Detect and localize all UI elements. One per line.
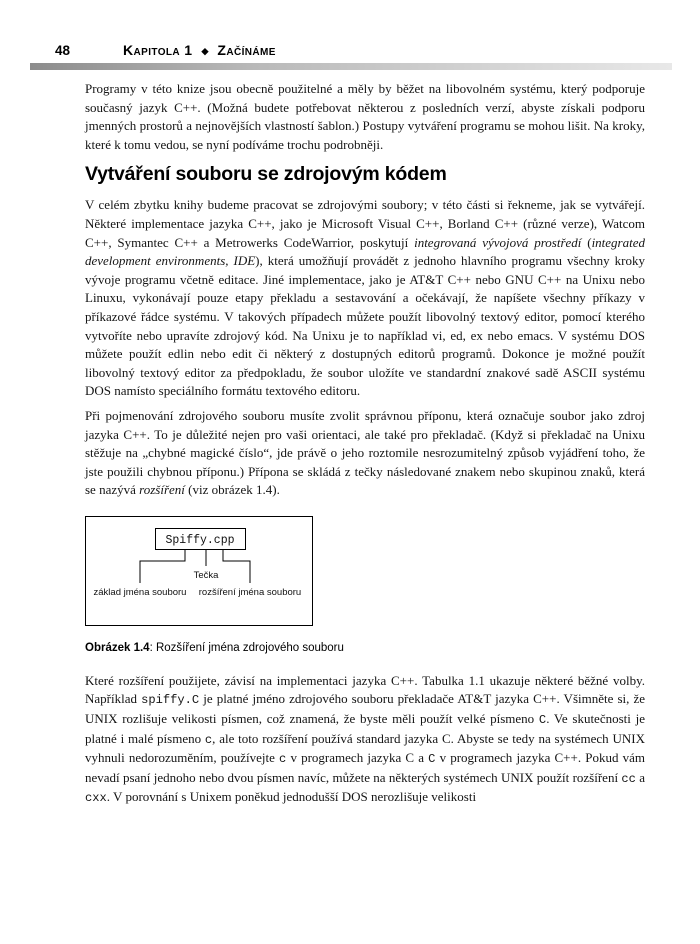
page-number: 48 xyxy=(55,43,71,58)
text-run: a xyxy=(635,769,645,785)
text-run: Při pojmenování zdrojového souboru musíte zvolit správnou příponu, která označuje soubor jako zdroj jazyka C++. To je důležité nejen pro vaši orientaci, ale také pro překladač. (Když si překladač na Unixu stěžuje na „chybné magické číslo“, jde právě o jeho roztomile nesrozumitelný způsob vyjádření toho, že jste použili chybnou příponu.) Přípona se skládá z tečky následované znakem nebo skupinou znaků, která se nazývá xyxy=(85,407,645,498)
paragraph-extension xyxy=(85,407,645,500)
page-header xyxy=(0,0,700,70)
diamond-icon: ◆ xyxy=(201,46,209,56)
paragraph-which-extension xyxy=(85,672,645,808)
extension-label: rozšíření jména souboru xyxy=(198,586,302,598)
text-run: . Ve skutečnosti je platné i malé písmeno xyxy=(85,711,645,746)
chapter-label: Kapitola 1 xyxy=(123,42,193,58)
text-run: spiffy.C xyxy=(141,693,200,708)
header-rule xyxy=(30,63,672,70)
text-run: c xyxy=(279,752,287,767)
text-run: V celém zbytku knihy budeme pracovat se zdrojovými soubory; v této části si řekneme, jak se vytvářejí. Některé implementace jazyka C++, jako je Microsoft Visual C++, Borland C++ (různé verze), Watcom C++, Symantec C++ a Metrowerks CodeWarrior, poskytují xyxy=(85,197,645,250)
paragraph-implementations xyxy=(85,196,645,401)
figure-caption xyxy=(85,642,645,654)
text-run: , ale toto rozšíření používá standard jazyka C. Abyste se tedy na systémech UNIX vyhnuli nedorozuměním, používejte xyxy=(85,730,645,766)
text-run: v programech jazyka C++. Pokud vám nevadí psaní jednoho nebo dvou písmen navíc, můžete na některých systémech UNIX použít rozšíření xyxy=(85,750,646,785)
text-run: ), která umožňují provádět z jednoho hlavního programu všechny kroky vývoje programu včetně editace. Jiné implementace, jako je AT&T C++ nebo GNU C++ na Unixu nebo Linuxu, vykonávají pouze etapy překladu a sestavování a očekávají, že napíšete všechny příkazy v příkazové řádce systému. V takových případech můžete použít libovolný textový editor, pomocí kterého vytvoříte nebo upravíte zdrojový kód. Na Unixu je to například vi, ed, ex nebo emacs. V systému DOS můžete použít edlin nebo edit či některý z dostupných editorů programů. Dokonce je možné použít libovolný textový editor za předpokladu, že soubor uložíte ve standardní znakové sadě ASCII systému DOS namísto speciálního formátu textového editoru. xyxy=(85,253,645,399)
text-run: C xyxy=(538,713,547,728)
text-run: integrovaná vývojová prostředí xyxy=(414,234,582,250)
text-run: je platné jméno zdrojového souboru překladače AT&T jazyka C++. Všimněte si, že UNIX rozlišuje velikosti písmen, což znamená, že byste měli použít velké písmeno xyxy=(85,691,646,727)
running-head xyxy=(0,42,700,58)
figure-caption-text: : Rozšíření jména zdrojového souboru xyxy=(149,641,344,654)
page-body xyxy=(0,70,700,808)
text-run: ( xyxy=(581,234,592,250)
text-run: cc xyxy=(621,771,636,786)
chapter-title: Začínáme xyxy=(217,42,276,58)
text-run: cxx xyxy=(85,791,107,806)
text-run: integrated development environments, IDE xyxy=(85,234,645,269)
text-run: C xyxy=(428,752,436,767)
text-run: Které rozšíření použijete, závisí na implementaci jazyka C++. Tabulka 1.1 ukazuje některé běžné volby. Například xyxy=(85,672,645,707)
figure-caption-number: Obrázek 1.4 xyxy=(85,641,150,654)
figure-filename: Spiffy.cpp xyxy=(165,533,235,547)
filename-diagram xyxy=(85,516,313,626)
section-heading: Vytváření souboru se zdrojovým kódem xyxy=(85,163,447,186)
text-run: v programech jazyka C a xyxy=(286,750,429,766)
text-run: c xyxy=(204,732,213,747)
figure-1-4 xyxy=(85,516,645,654)
text-run: rozšíření xyxy=(139,482,185,498)
text-run: (viz obrázek 1.4). xyxy=(184,482,280,498)
text-run: Programy v této knize jsou obecně použitelné a měly by běžet na libovolném systému, který podporuje současný jazyk C++. (Možná budete potřebovat některou z posledních verzí, abyste získali podporu jmenných prostorů a nejnovějších vlastností šablon.) Postupy vytváření programu se mohou lišit. Na kroky, které k tomu vedou, se nyní podíváme trochu podrobněji. xyxy=(85,81,645,152)
dot-label: Tečka xyxy=(193,569,219,581)
base-name-label: základ jména souboru xyxy=(93,586,187,598)
text-run: . V porovnání s Unixem poněkud jednodušší DOS nerozlišuje velikosti xyxy=(106,789,477,805)
paragraph-intro xyxy=(85,80,645,154)
